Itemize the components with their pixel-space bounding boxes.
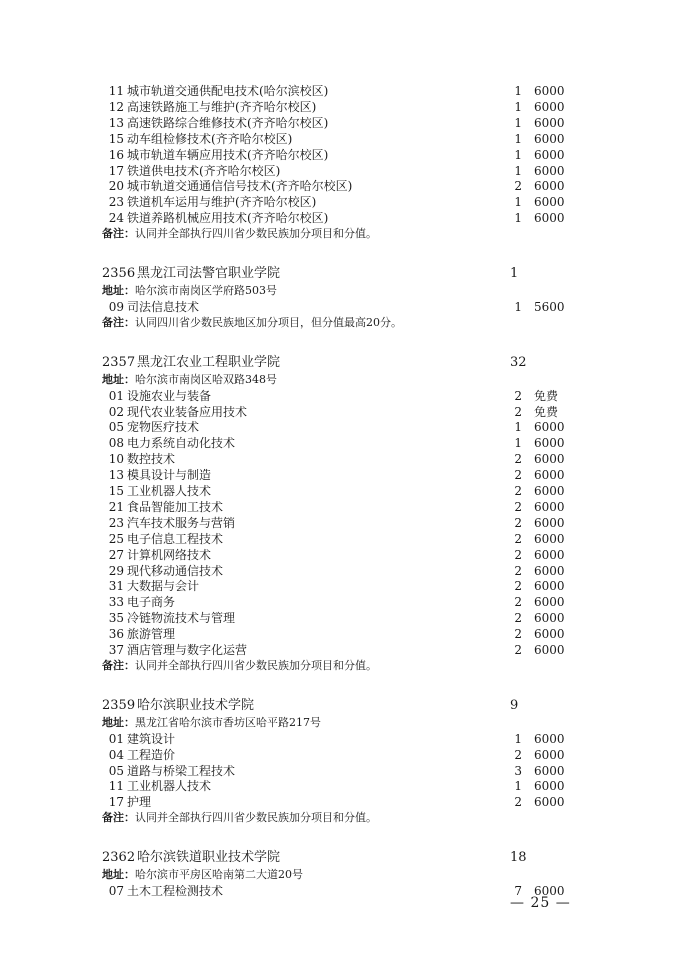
- major-row: [0, 883, 680, 899]
- major-code: 23: [108, 515, 124, 530]
- school-header: [0, 697, 680, 715]
- major-fee: 6000: [534, 211, 565, 226]
- major-count: 2: [514, 388, 522, 403]
- note-row: [0, 810, 680, 826]
- note-row: [0, 658, 680, 674]
- major-name: 汽车技术服务与营销: [127, 515, 236, 530]
- major-fee: 6000: [534, 147, 565, 162]
- major-code: 21: [108, 499, 124, 514]
- address-text: 哈尔滨市南岗区哈双路348号: [135, 372, 277, 386]
- major-name: 工业机器人技术: [127, 484, 212, 498]
- major-count: 1: [514, 779, 522, 794]
- major-count: 1: [514, 195, 522, 210]
- major-code: 01: [108, 731, 124, 746]
- major-name: 现代农业装备应用技术: [127, 404, 248, 419]
- school-header: [0, 354, 680, 372]
- major-code: 36: [108, 627, 124, 642]
- major-row: [0, 515, 680, 531]
- major-fee: 6000: [534, 499, 565, 514]
- major-count: 1: [514, 163, 522, 178]
- major-name: 大数据与会计: [127, 579, 200, 594]
- note-text: 认同四川省少数民族地区加分项目，但分值最高20分。: [135, 315, 402, 329]
- major-fee: 6000: [534, 747, 565, 762]
- school-name: 黑龙江农业工程职业学院: [137, 354, 281, 370]
- major-count: 2: [514, 795, 522, 810]
- major-row: [0, 467, 680, 483]
- major-row: [0, 115, 680, 131]
- major-fee: 6000: [534, 779, 565, 794]
- major-count: 1: [514, 147, 522, 162]
- major-row: [0, 163, 680, 179]
- major-count: 2: [514, 747, 522, 762]
- major-fee: 6000: [534, 468, 565, 483]
- major-count: 3: [514, 763, 522, 778]
- major-name: 建筑设计: [127, 731, 176, 746]
- major-name: 数控技术: [127, 452, 176, 467]
- major-fee: 6000: [534, 563, 565, 578]
- major-row: [0, 483, 680, 499]
- school-address: [102, 715, 321, 731]
- major-row: [0, 794, 680, 810]
- major-code: 12: [108, 99, 124, 114]
- major-fee: 6000: [534, 99, 565, 114]
- address-label: 地址：: [102, 284, 135, 297]
- major-row: [0, 83, 680, 99]
- note-row: [0, 315, 680, 331]
- major-code: 11: [108, 84, 124, 98]
- major-name: 酒店管理与数字化运营: [127, 643, 248, 657]
- major-fee: 6000: [534, 84, 565, 98]
- address-text: 黑龙江省哈尔滨市香坊区哈平路217号: [135, 715, 321, 729]
- major-name: 现代移动通信技术: [127, 563, 224, 578]
- school-name: 黑龙江司法警官职业学院: [137, 266, 281, 281]
- major-count: 1: [514, 436, 522, 451]
- major-fee: 6000: [534, 547, 565, 562]
- major-count: 2: [514, 611, 522, 626]
- major-fee: 6000: [534, 611, 565, 626]
- major-row: [0, 763, 680, 779]
- note-label: 备注：: [102, 658, 135, 672]
- major-fee: 6000: [534, 595, 565, 610]
- major-row: [0, 610, 680, 626]
- major-row: [0, 578, 680, 594]
- major-count: 2: [514, 468, 522, 483]
- major-name: 城市轨道车辆应用技术(齐齐哈尔校区): [127, 147, 329, 162]
- major-row: [0, 388, 680, 404]
- major-count: 1: [514, 420, 522, 435]
- major-code: 29: [108, 563, 124, 578]
- major-name: 模具设计与制造: [127, 468, 212, 483]
- school-quota: 18: [510, 850, 527, 866]
- major-code: 15: [108, 484, 124, 498]
- major-row: [0, 594, 680, 610]
- major-name: 电子信息工程技术: [127, 531, 224, 546]
- major-name: 工程造价: [127, 747, 176, 762]
- note: [102, 226, 377, 242]
- address-label: 地址：: [102, 715, 135, 729]
- major-row: [0, 531, 680, 547]
- major-name: 电子商务: [127, 595, 176, 610]
- school-quota: 1: [510, 266, 519, 281]
- major-count: 1: [514, 131, 522, 146]
- major-count: 7: [514, 884, 522, 898]
- major-code: 37: [108, 643, 124, 657]
- major-fee: 6000: [534, 763, 565, 778]
- major-count: 2: [514, 179, 522, 194]
- major-name: 电力系统自动化技术: [127, 436, 236, 451]
- major-count: 2: [514, 547, 522, 562]
- major-count: 2: [514, 484, 522, 498]
- major-row: [0, 147, 680, 163]
- major-fee: 6000: [534, 884, 565, 898]
- major-name: 护理: [127, 795, 152, 810]
- major-name: 高速铁路施工与维护(齐齐哈尔校区): [127, 99, 317, 114]
- major-fee: 6000: [534, 515, 565, 530]
- major-count: 2: [514, 579, 522, 594]
- major-code: 33: [108, 595, 124, 610]
- major-name: 铁道机车运用与维护(齐齐哈尔校区): [127, 195, 317, 210]
- major-code: 31: [108, 579, 124, 594]
- address-text: 哈尔滨市平房区哈南第二大道20号: [135, 868, 303, 882]
- major-name: 土木工程检测技术: [127, 884, 224, 898]
- school-address: [102, 867, 303, 883]
- major-row: [0, 404, 680, 420]
- major-code: 11: [108, 779, 124, 794]
- major-count: 2: [514, 595, 522, 610]
- major-name: 铁道供电技术(齐齐哈尔校区): [127, 163, 281, 178]
- major-count: 1: [514, 211, 522, 226]
- major-count: 2: [514, 531, 522, 546]
- note-row: [0, 226, 680, 242]
- major-count: 1: [514, 299, 522, 314]
- major-row: [0, 563, 680, 579]
- major-row: [0, 131, 680, 147]
- major-name: 设施农业与装备: [127, 388, 212, 403]
- major-name: 铁道养路机械应用技术(齐齐哈尔校区): [127, 211, 329, 226]
- major-code: 23: [108, 195, 124, 210]
- school-header: [0, 849, 680, 867]
- major-count: 1: [514, 115, 522, 130]
- major-code: 13: [108, 468, 124, 483]
- major-name: 城市轨道交通通信信号技术(齐齐哈尔校区): [127, 179, 353, 194]
- major-name: 高速铁路综合维修技术(齐齐哈尔校区): [127, 115, 329, 130]
- address-label: 地址：: [102, 372, 135, 386]
- major-fee: 6000: [534, 627, 565, 642]
- major-fee: 6000: [534, 195, 565, 210]
- note: [102, 810, 377, 826]
- major-code: 20: [108, 179, 124, 194]
- major-count: 2: [514, 499, 522, 514]
- major-code: 09: [108, 299, 124, 314]
- major-code: 10: [108, 452, 124, 467]
- page-number: — 25 —: [510, 895, 571, 911]
- major-name: 冷链物流技术与管理: [127, 611, 236, 626]
- major-count: 2: [514, 452, 522, 467]
- major-fee: 6000: [534, 579, 565, 594]
- note-label: 备注：: [102, 315, 135, 329]
- school-code: 2362: [102, 850, 136, 866]
- major-row: [0, 435, 680, 451]
- major-fee: 6000: [534, 436, 565, 451]
- school-header: [0, 265, 680, 283]
- major-code: 02: [108, 404, 124, 419]
- school-code: 2357: [102, 354, 136, 370]
- major-code: 24: [108, 211, 124, 226]
- major-name: 工业机器人技术: [127, 779, 212, 794]
- major-code: 17: [108, 795, 124, 810]
- major-fee: 6000: [534, 484, 565, 498]
- major-fee: 6000: [534, 643, 565, 657]
- school-name: 哈尔滨职业技术学院: [137, 697, 255, 713]
- major-row: [0, 299, 680, 315]
- major-row: [0, 194, 680, 210]
- major-row: [0, 547, 680, 563]
- major-fee: 6000: [534, 179, 565, 194]
- address-label: 地址：: [102, 868, 135, 882]
- note: [102, 658, 377, 674]
- major-count: 1: [514, 84, 522, 98]
- school-address: [102, 372, 277, 388]
- major-row: [0, 778, 680, 794]
- major-name: 司法信息技术: [127, 299, 200, 314]
- school-name: 哈尔滨铁道职业技术学院: [137, 850, 281, 866]
- note-text: 认同并全部执行四川省少数民族加分项目和分值。: [135, 811, 377, 825]
- major-code: 15: [108, 131, 124, 146]
- major-code: 35: [108, 611, 124, 626]
- major-code: 05: [108, 420, 124, 435]
- major-code: 08: [108, 436, 124, 451]
- major-count: 1: [514, 731, 522, 746]
- major-name: 旅游管理: [127, 627, 176, 642]
- major-fee: 6000: [534, 163, 565, 178]
- school-quota: 32: [510, 354, 527, 370]
- major-row: [0, 451, 680, 467]
- major-row: [0, 642, 680, 658]
- major-name: 道路与桥梁工程技术: [127, 763, 236, 778]
- major-code: 04: [108, 747, 124, 762]
- note-text: 认同并全部执行四川省少数民族加分项目和分值。: [135, 658, 377, 672]
- major-count: 2: [514, 627, 522, 642]
- major-row: [0, 178, 680, 194]
- note: [102, 315, 402, 331]
- major-row: [0, 419, 680, 435]
- address-text: 哈尔滨市南岗区学府路503号: [135, 284, 277, 297]
- major-row: [0, 747, 680, 763]
- major-count: 2: [514, 643, 522, 657]
- major-name: 食品智能加工技术: [127, 499, 224, 514]
- major-fee: 6000: [534, 795, 565, 810]
- school-code: 2359: [102, 697, 136, 713]
- major-count: 1: [514, 99, 522, 114]
- major-row: [0, 731, 680, 747]
- major-fee: 6000: [534, 731, 565, 746]
- major-count: 2: [514, 404, 522, 419]
- major-fee: 免费: [534, 404, 559, 419]
- major-fee: 6000: [534, 531, 565, 546]
- school-quota: 9: [510, 697, 519, 713]
- major-row: [0, 99, 680, 115]
- major-fee: 6000: [534, 131, 565, 146]
- major-row: [0, 210, 680, 226]
- major-code: 25: [108, 531, 124, 546]
- major-code: 17: [108, 163, 124, 178]
- major-fee: 6000: [534, 420, 565, 435]
- major-name: 宠物医疗技术: [127, 420, 200, 435]
- major-fee: 6000: [534, 115, 565, 130]
- major-code: 07: [108, 884, 124, 898]
- major-code: 05: [108, 763, 124, 778]
- major-name: 动车组检修技术(齐齐哈尔校区): [127, 131, 293, 146]
- major-row: [0, 626, 680, 642]
- major-name: 城市轨道交通供配电技术(哈尔滨校区): [127, 84, 329, 98]
- school-address: [102, 283, 277, 299]
- major-code: 27: [108, 547, 124, 562]
- major-code: 16: [108, 147, 124, 162]
- major-code: 01: [108, 388, 124, 403]
- major-fee: 6000: [534, 452, 565, 467]
- note-label: 备注：: [102, 227, 135, 241]
- major-name: 计算机网络技术: [127, 547, 212, 562]
- major-count: 2: [514, 563, 522, 578]
- major-row: [0, 499, 680, 515]
- school-code: 2356: [102, 266, 136, 281]
- major-fee: 免费: [534, 388, 559, 403]
- major-count: 2: [514, 515, 522, 530]
- major-code: 13: [108, 115, 124, 130]
- major-fee: 5600: [534, 299, 565, 314]
- note-label: 备注：: [102, 811, 135, 825]
- note-text: 认同并全部执行四川省少数民族加分项目和分值。: [135, 227, 377, 241]
